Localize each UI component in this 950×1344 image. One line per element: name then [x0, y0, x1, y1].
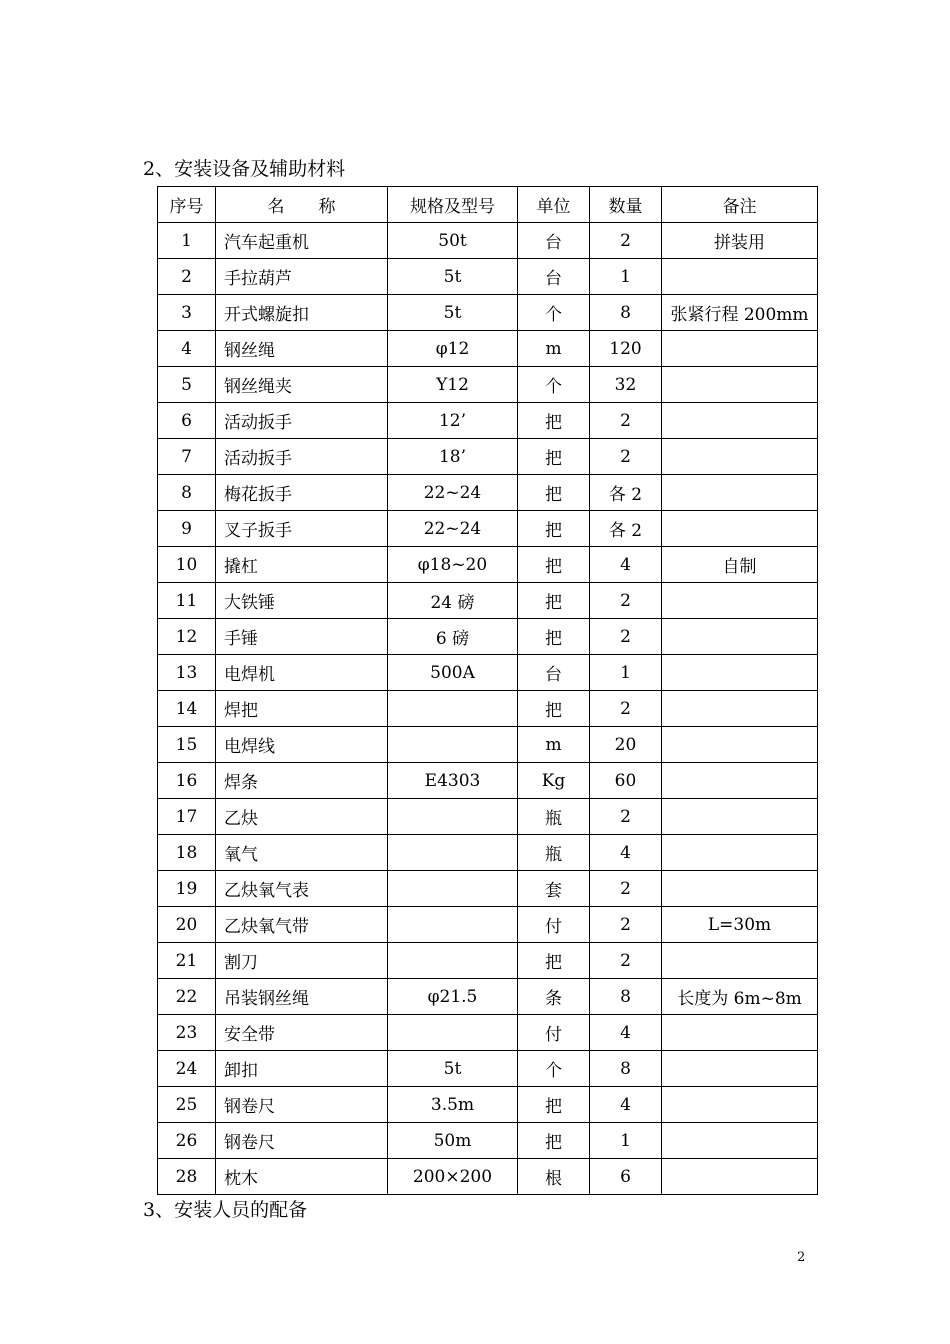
cell-name: 活动扳手	[216, 439, 388, 475]
cell-unit: 个	[518, 367, 590, 403]
cell-name: 钢丝绳	[216, 331, 388, 367]
table-row	[158, 511, 818, 547]
cell-index: 23	[158, 1015, 216, 1051]
cell-spec	[388, 907, 518, 943]
cell-spec	[388, 835, 518, 871]
cell-spec: 3.5m	[388, 1087, 518, 1123]
cell-index: 26	[158, 1123, 216, 1159]
cell-name: 叉子扳手	[216, 511, 388, 547]
cell-index: 11	[158, 583, 216, 619]
table-row	[158, 475, 818, 511]
cell-quantity: 1	[590, 1123, 662, 1159]
cell-unit: 把	[518, 583, 590, 619]
cell-remarks	[662, 259, 818, 295]
cell-remarks	[662, 1123, 818, 1159]
cell-unit: 瓶	[518, 799, 590, 835]
table-row	[158, 331, 818, 367]
cell-spec: 22~24	[388, 511, 518, 547]
table-row	[158, 655, 818, 691]
cell-quantity: 6	[590, 1159, 662, 1195]
table-row	[158, 979, 818, 1015]
cell-remarks	[662, 835, 818, 871]
cell-remarks: 张紧行程 200mm	[662, 295, 818, 331]
table-row	[158, 1015, 818, 1051]
cell-unit: 把	[518, 403, 590, 439]
table-row	[158, 403, 818, 439]
cell-spec: E4303	[388, 763, 518, 799]
table-row	[158, 619, 818, 655]
cell-remarks: 拼装用	[662, 223, 818, 259]
cell-quantity: 8	[590, 979, 662, 1015]
table-row	[158, 259, 818, 295]
cell-spec: 24 磅	[388, 583, 518, 619]
cell-remarks	[662, 511, 818, 547]
cell-unit: 把	[518, 691, 590, 727]
cell-index: 16	[158, 763, 216, 799]
cell-quantity: 4	[590, 1015, 662, 1051]
cell-name: 撬杠	[216, 547, 388, 583]
cell-index: 9	[158, 511, 216, 547]
cell-quantity: 1	[590, 655, 662, 691]
cell-unit: 把	[518, 943, 590, 979]
cell-remarks	[662, 475, 818, 511]
cell-remarks	[662, 727, 818, 763]
cell-quantity: 2	[590, 439, 662, 475]
cell-spec: 50t	[388, 223, 518, 259]
cell-quantity: 2	[590, 799, 662, 835]
table-row	[158, 223, 818, 259]
cell-remarks	[662, 763, 818, 799]
cell-name: 钢丝绳夹	[216, 367, 388, 403]
cell-name: 乙炔氧气带	[216, 907, 388, 943]
cell-index: 3	[158, 295, 216, 331]
cell-unit: 台	[518, 259, 590, 295]
cell-name: 大铁锤	[216, 583, 388, 619]
table-row	[158, 691, 818, 727]
cell-remarks	[662, 691, 818, 727]
cell-index: 2	[158, 259, 216, 295]
cell-quantity: 2	[590, 943, 662, 979]
cell-name: 氧气	[216, 835, 388, 871]
cell-quantity: 2	[590, 907, 662, 943]
cell-index: 5	[158, 367, 216, 403]
cell-remarks: 自制	[662, 547, 818, 583]
cell-unit: 把	[518, 475, 590, 511]
cell-unit: 把	[518, 1123, 590, 1159]
cell-unit: 个	[518, 295, 590, 331]
header-spec: 规格及型号	[388, 187, 518, 223]
cell-remarks	[662, 583, 818, 619]
cell-unit: 付	[518, 1015, 590, 1051]
cell-name: 梅花扳手	[216, 475, 388, 511]
cell-unit: m	[518, 331, 590, 367]
cell-index: 13	[158, 655, 216, 691]
cell-index: 28	[158, 1159, 216, 1195]
cell-spec	[388, 691, 518, 727]
cell-spec: 5t	[388, 295, 518, 331]
cell-remarks	[662, 799, 818, 835]
cell-name: 安全带	[216, 1015, 388, 1051]
table-row	[158, 907, 818, 943]
cell-spec: φ12	[388, 331, 518, 367]
table-row	[158, 799, 818, 835]
header-unit: 单位	[518, 187, 590, 223]
cell-unit: 台	[518, 655, 590, 691]
cell-name: 电焊线	[216, 727, 388, 763]
table-row	[158, 439, 818, 475]
cell-spec: φ21.5	[388, 979, 518, 1015]
cell-unit: 个	[518, 1051, 590, 1087]
cell-name: 吊装钢丝绳	[216, 979, 388, 1015]
table-row	[158, 727, 818, 763]
cell-remarks	[662, 943, 818, 979]
cell-index: 25	[158, 1087, 216, 1123]
cell-quantity: 4	[590, 547, 662, 583]
cell-index: 19	[158, 871, 216, 907]
cell-remarks	[662, 403, 818, 439]
section-2-title: 2、安装设备及辅助材料	[143, 158, 346, 180]
cell-quantity: 2	[590, 871, 662, 907]
cell-spec: φ18~20	[388, 547, 518, 583]
cell-index: 4	[158, 331, 216, 367]
cell-name: 汽车起重机	[216, 223, 388, 259]
cell-quantity: 2	[590, 619, 662, 655]
table-row	[158, 1051, 818, 1087]
table-row	[158, 367, 818, 403]
cell-remarks: L=30m	[662, 907, 818, 943]
cell-remarks	[662, 1051, 818, 1087]
cell-unit: 把	[518, 1087, 590, 1123]
cell-index: 6	[158, 403, 216, 439]
cell-name: 枕木	[216, 1159, 388, 1195]
cell-spec: 6 磅	[388, 619, 518, 655]
cell-spec: 12’	[388, 403, 518, 439]
cell-name: 卸扣	[216, 1051, 388, 1087]
cell-unit: 瓶	[518, 835, 590, 871]
cell-remarks	[662, 655, 818, 691]
cell-index: 24	[158, 1051, 216, 1087]
cell-remarks	[662, 619, 818, 655]
cell-name: 电焊机	[216, 655, 388, 691]
cell-spec	[388, 943, 518, 979]
cell-index: 21	[158, 943, 216, 979]
cell-quantity: 2	[590, 583, 662, 619]
cell-spec: 18’	[388, 439, 518, 475]
cell-unit: 付	[518, 907, 590, 943]
cell-unit: 根	[518, 1159, 590, 1195]
cell-index: 7	[158, 439, 216, 475]
cell-index: 17	[158, 799, 216, 835]
cell-name: 手拉葫芦	[216, 259, 388, 295]
cell-index: 8	[158, 475, 216, 511]
table-row	[158, 835, 818, 871]
cell-name: 活动扳手	[216, 403, 388, 439]
cell-quantity: 4	[590, 835, 662, 871]
cell-quantity: 8	[590, 1051, 662, 1087]
cell-spec: 50m	[388, 1123, 518, 1159]
cell-quantity: 120	[590, 331, 662, 367]
cell-spec: 200×200	[388, 1159, 518, 1195]
cell-quantity: 32	[590, 367, 662, 403]
cell-quantity: 2	[590, 223, 662, 259]
table-row	[158, 295, 818, 331]
table-row	[158, 1159, 818, 1195]
equipment-table	[157, 186, 818, 1195]
cell-name: 手锤	[216, 619, 388, 655]
cell-quantity: 60	[590, 763, 662, 799]
cell-remarks	[662, 331, 818, 367]
cell-quantity: 各 2	[590, 475, 662, 511]
cell-index: 10	[158, 547, 216, 583]
cell-index: 15	[158, 727, 216, 763]
cell-unit: 把	[518, 511, 590, 547]
cell-unit: Kg	[518, 763, 590, 799]
table-row	[158, 583, 818, 619]
table-row	[158, 1123, 818, 1159]
cell-index: 22	[158, 979, 216, 1015]
cell-quantity: 各 2	[590, 511, 662, 547]
cell-name: 钢卷尺	[216, 1123, 388, 1159]
cell-name: 焊把	[216, 691, 388, 727]
table-header-row	[158, 187, 818, 223]
cell-remarks	[662, 871, 818, 907]
cell-quantity: 2	[590, 691, 662, 727]
cell-remarks	[662, 439, 818, 475]
cell-index: 20	[158, 907, 216, 943]
cell-quantity: 1	[590, 259, 662, 295]
cell-remarks	[662, 367, 818, 403]
cell-unit: 条	[518, 979, 590, 1015]
cell-quantity: 2	[590, 403, 662, 439]
cell-spec	[388, 1015, 518, 1051]
cell-name: 焊条	[216, 763, 388, 799]
header-index: 序号	[158, 187, 216, 223]
cell-name: 钢卷尺	[216, 1087, 388, 1123]
cell-index: 14	[158, 691, 216, 727]
cell-remarks	[662, 1159, 818, 1195]
cell-index: 12	[158, 619, 216, 655]
cell-spec: 22~24	[388, 475, 518, 511]
cell-quantity: 20	[590, 727, 662, 763]
cell-spec: 5t	[388, 1051, 518, 1087]
table-row	[158, 547, 818, 583]
cell-unit: m	[518, 727, 590, 763]
header-quantity: 数量	[590, 187, 662, 223]
cell-index: 1	[158, 223, 216, 259]
page-number: 2	[797, 1250, 806, 1265]
cell-index: 18	[158, 835, 216, 871]
cell-unit: 台	[518, 223, 590, 259]
cell-spec	[388, 871, 518, 907]
table-row	[158, 763, 818, 799]
cell-unit: 把	[518, 619, 590, 655]
section-3-title: 3、安装人员的配备	[143, 1199, 308, 1221]
table-row	[158, 871, 818, 907]
cell-spec	[388, 727, 518, 763]
cell-remarks	[662, 1015, 818, 1051]
cell-spec	[388, 799, 518, 835]
header-remarks: 备注	[662, 187, 818, 223]
cell-quantity: 8	[590, 295, 662, 331]
cell-spec: 5t	[388, 259, 518, 295]
cell-remarks: 长度为 6m~8m	[662, 979, 818, 1015]
cell-name: 乙炔氧气表	[216, 871, 388, 907]
cell-unit: 套	[518, 871, 590, 907]
cell-name: 乙炔	[216, 799, 388, 835]
cell-remarks	[662, 1087, 818, 1123]
table-row	[158, 943, 818, 979]
cell-name: 割刀	[216, 943, 388, 979]
cell-spec: 500A	[388, 655, 518, 691]
table-row	[158, 1087, 818, 1123]
cell-unit: 把	[518, 547, 590, 583]
cell-name: 开式螺旋扣	[216, 295, 388, 331]
cell-spec: Y12	[388, 367, 518, 403]
cell-quantity: 4	[590, 1087, 662, 1123]
cell-unit: 把	[518, 439, 590, 475]
header-name: 名 称	[216, 187, 388, 223]
